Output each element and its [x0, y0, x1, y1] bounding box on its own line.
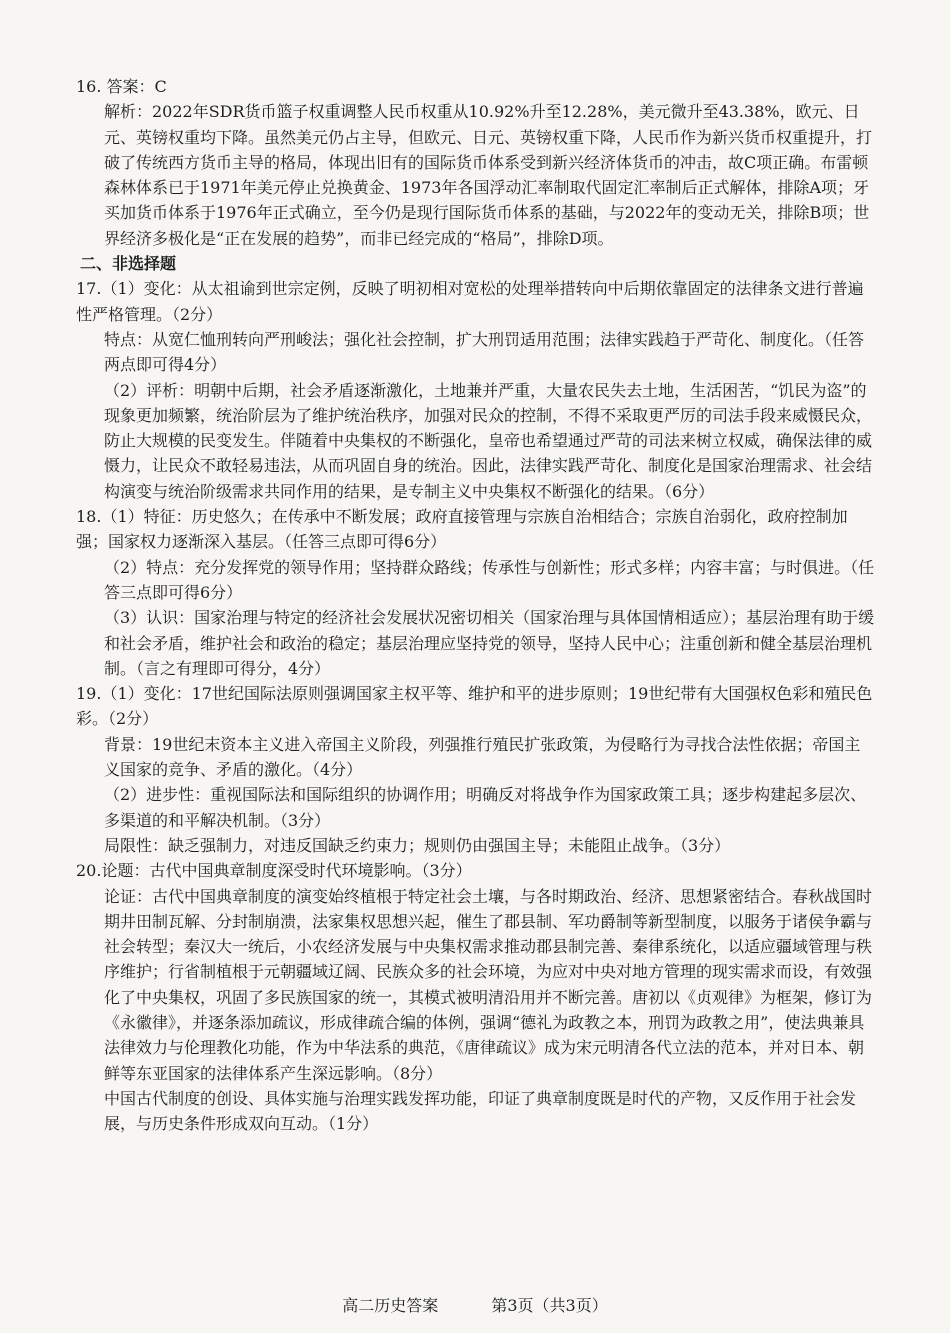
question-18 — [76, 504, 876, 681]
footer-subject: 高二历史答案 — [342, 1296, 439, 1315]
footer-page-number: 第3页（共3页） — [491, 1296, 608, 1315]
question-19 — [76, 681, 876, 858]
q19-limitations: 局限性：缺乏强制力，对违反国缺乏约束力；规则仍由强国主导；未能阻止战争。（3分） — [104, 835, 731, 855]
question-17 — [76, 276, 876, 504]
q17-part1: 17.（1）变化：从太祖谕到世宗定例，反映了明初相对宽松的处理举措转向中后期依靠固定的法律条文进行普遍性严格管理。（2分） — [76, 279, 864, 324]
q20-argument: 论证：古代中国典章制度的演变始终植根于特定社会土壤，与各时期政治、经济、思想紧密结合。春秋战国时期井田制瓦解、分封制崩溃，法家集权思想兴起，催生了郡县制、军功爵制等新型制度，以服务于诸侯争霸与社会转型；秦汉大一统后，小农经济发展与中央集权需求推动郡县制完善、秦律系统化，以适应疆域管理与秩序维护；行省制植根于元朝疆域辽阔、民族众多的社会环境，为应对中央对地方管理的现实需求而设，有效强化了中央集权，巩固了多民族国家的统一，其模式被明清沿用并不断完善。唐初以《贞观律》为框架，修订为《永徽律》，并逐条添加疏议，形成律疏合编的体例，强调“德礼为政教之本，刑罚为政教之用”，使法典兼具法律效力与伦理教化功能，作为中华法系的典范，《唐律疏议》成为宋元明清各代立法的范本，并对日本、朝鲜等东亚国家的法律体系产生深远影响。（8分） — [104, 886, 873, 1083]
question-16 — [76, 74, 876, 251]
q18-part3: （3）认识：国家治理与特定的经济社会发展状况密切相关（国家治理与具体国情相适应）；基层治理有助于缓和社会矛盾，维护社会和政治的稳定；基层治理应坚持党的领导，坚持人民中心；注重创新和健全基层治理机制。（言之有理即可得分，4分） — [104, 608, 875, 678]
answer-content — [76, 74, 876, 1136]
page-footer — [0, 1293, 950, 1316]
q17-features: 特点：从宽仁恤刑转向严刑峻法；强化社会控制，扩大刑罚适用范围；法律实践趋于严苛化、制度化。（任答两点即可得4分） — [104, 329, 865, 375]
q19-part2: （2）进步性：重视国际法和国际组织的协调作用；明确反对将战争作为国家政策工具；逐步构建起多层次、多渠道的和平解决机制。（3分） — [104, 785, 867, 830]
q16-analysis: 解析：2022年SDR货币篮子权重调整人民币权重从10.92%升至12.28%，美元微升至43.38%，欧元、日元、英镑权重均下降。虽然美元仍占主导，但欧元、日元、英镑权重下降，人民币作为新兴货币权重提升，打破了传统西方货币主导的格局，体现出旧有的国际货币体系受到新兴经济体货币的冲击，故C项正确。布雷顿森林体系已于1971年美元停止兑换黄金、1973年各国浮动汇率制取代固定汇率制后正式解体，排除A项；牙买加货币体系于1976年正式确立，至今仍是现行国际货币体系的基础，与2022年的变动无关，排除B项；世界经济多极化是“正在发展的趋势”，而非已经完成的“格局”，排除D项。 — [104, 102, 873, 248]
section-heading: 二、非选择题 — [80, 254, 177, 274]
q17-part2: （2）评析：明朝中后期，社会矛盾逐渐激化，土地兼并严重，大量农民失去土地，生活困苦，“饥民为盗”的现象更加频繁，统治阶层为了维护统治秩序，加强对民众的控制，不得不采取更严厉的司法手段来威慑民众，防止大规模的民变发生。伴随着中央集权的不断强化，皇帝也希望通过严苛的司法来树立权威，确保法律的威慑力，让民众不敢轻易违法，从而巩固自身的统治。因此，法律实践严苛化、制度化是国家治理需求、社会结构演变与统治阶级需求共同作用的结果，是专制主义中央集权不断强化的结果。（6分） — [104, 380, 873, 501]
q20-conclusion: 中国古代制度的创设、具体实施与治理实践发挥功能，印证了典章制度既是时代的产物，又反作用于社会发展，与历史条件形成双向互动。（1分） — [104, 1088, 857, 1134]
q19-background: 背景：19世纪末资本主义进入帝国主义阶段，列强推行殖民扩张政策，为侵略行为寻找合法性依据；帝国主义国家的竞争、矛盾的激化。（4分） — [104, 734, 861, 780]
question-20 — [76, 858, 876, 1136]
q19-part1: 19.（1）变化：17世纪国际法原则强调国家主权平等、维护和平的进步原则；19世纪带有大国强权色彩和殖民色彩。（2分） — [76, 684, 873, 729]
q16-answer: 16. 答案：C — [76, 77, 167, 96]
q20-thesis: 20.论题：古代中国典章制度深受时代环境影响。（3分） — [76, 861, 472, 881]
q18-part2: （2）特点：充分发挥党的领导作用；坚持群众路线；传承性与创新性；形式多样；内容丰富；与时俱进。（任答三点即可得6分） — [104, 557, 875, 602]
q18-part1: 18.（1）特征：历史悠久；在传承中不断发展；政府直接管理与宗族自治相结合；宗族自治弱化，政府控制加强；国家权力逐渐深入基层。（任答三点即可得6分） — [76, 507, 848, 552]
